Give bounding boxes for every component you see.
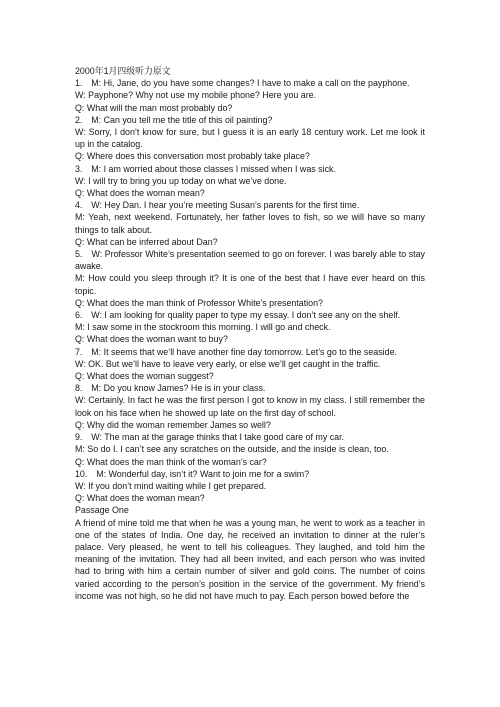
- dialogue-line: 8. M: Do you know James? He is in your class.: [75, 383, 266, 394]
- dialogue-line: 10. M: Wonderful day, isn’t it? Want to join me for a swim?: [75, 468, 310, 479]
- question-line: Q: What does the woman suggest?: [75, 371, 214, 382]
- passage-paragraph: A friend of mine told me that when he was a young man, he went to work as a teacher in one of the states of India. One day, he received an invitation to dinner at the ruler’s palace. Very pleased, he went to tell his colleagues. They laughed, and told him the meaning of the invitation. They had all been invited, and each person who was invited had to bring with him a certain number of silver and gold coins. The number of coins varied according to the person’s position in the service of the government. My friend’s income was not high, so he did not have much to pay. Each person bowed before the: [75, 517, 425, 601]
- question-line: Q: What will the man most probably do?: [75, 102, 233, 113]
- dialogue-line: W: I will try to bring you up today on what we’ve done.: [75, 175, 287, 186]
- question-line: Q: What does the woman mean?: [75, 493, 205, 504]
- dialogue-line: W: Payphone? Why not use my mobile phone? Here you are.: [75, 90, 317, 101]
- question-line: Q: What does the man think of the woman’s car?: [75, 456, 267, 467]
- dialogue-line: W: OK. But we’ll have to leave very early, or else we’ll get caught in the traffic.: [75, 358, 381, 369]
- dialogue-line: 7. M: It seems that we’ll have another fine day tomorrow. Let’s go to the seaside.: [75, 346, 397, 357]
- dialogue-line: W: If you don’t mind waiting while I get prepared.: [75, 480, 267, 491]
- dialogue-line: 1. M: Hi, Jane, do you have some changes? I have to make a call on the payphone.: [75, 78, 410, 89]
- dialogue-line: 6. W: I am looking for quality paper to type my essay. I don’t see any on the shelf.: [75, 310, 401, 321]
- section-heading: Passage One: [75, 505, 129, 516]
- dialogue-line: M: I saw some in the stockroom this morning. I will go and check.: [75, 322, 331, 333]
- document-page: [75, 65, 425, 602]
- dialogue-line: 3. M: I am worried about those classes I missed when I was sick.: [75, 163, 336, 174]
- dialogue-line: 9. W: The man at the garage thinks that I take good care of my car.: [75, 432, 345, 443]
- question-line: Q: What can be inferred about Dan?: [75, 236, 218, 247]
- question-line: Q: What does the woman mean?: [75, 188, 205, 199]
- dialogue-line: W: Certainly. In fact he was the first person I got to know in my class. I still remember the look on his face when he showed up late on the first day of school.: [75, 395, 425, 418]
- dialogue-line: M: So do I. I can’t see any scratches on the outside, and the inside is clean, too.: [75, 444, 389, 455]
- document-title: 2000年1月四级听力原文: [75, 66, 171, 76]
- dialogue-line: 2. M: Can you tell me the title of this oil painting?: [75, 114, 273, 125]
- question-line: Q: Where does this conversation most probably take place?: [75, 151, 310, 162]
- dialogue-line: M: How could you sleep through it? It is one of the best that I have ever heard on this topic.: [75, 273, 425, 296]
- question-line: Q: Why did the woman remember James so well?: [75, 419, 271, 430]
- dialogue-line: 4. W: Hey Dan. I hear you’re meeting Susan’s parents for the first time.: [75, 200, 360, 211]
- dialogue-line: M: Yeah, next weekend. Fortunately, her father loves to fish, so we will have so many things to talk about.: [75, 212, 425, 235]
- question-line: Q: What does the man think of Professor White’s presentation?: [75, 297, 323, 308]
- question-line: Q: What does the woman want to buy?: [75, 334, 228, 345]
- dialogue-line: W: Sorry, I don’t know for sure, but I guess it is an early 18 century work. Let me look it up in the catalog.: [75, 127, 425, 150]
- dialogue-line: 5. W: Professor White’s presentation seemed to go on forever. I was barely able to stay awake.: [75, 249, 425, 272]
